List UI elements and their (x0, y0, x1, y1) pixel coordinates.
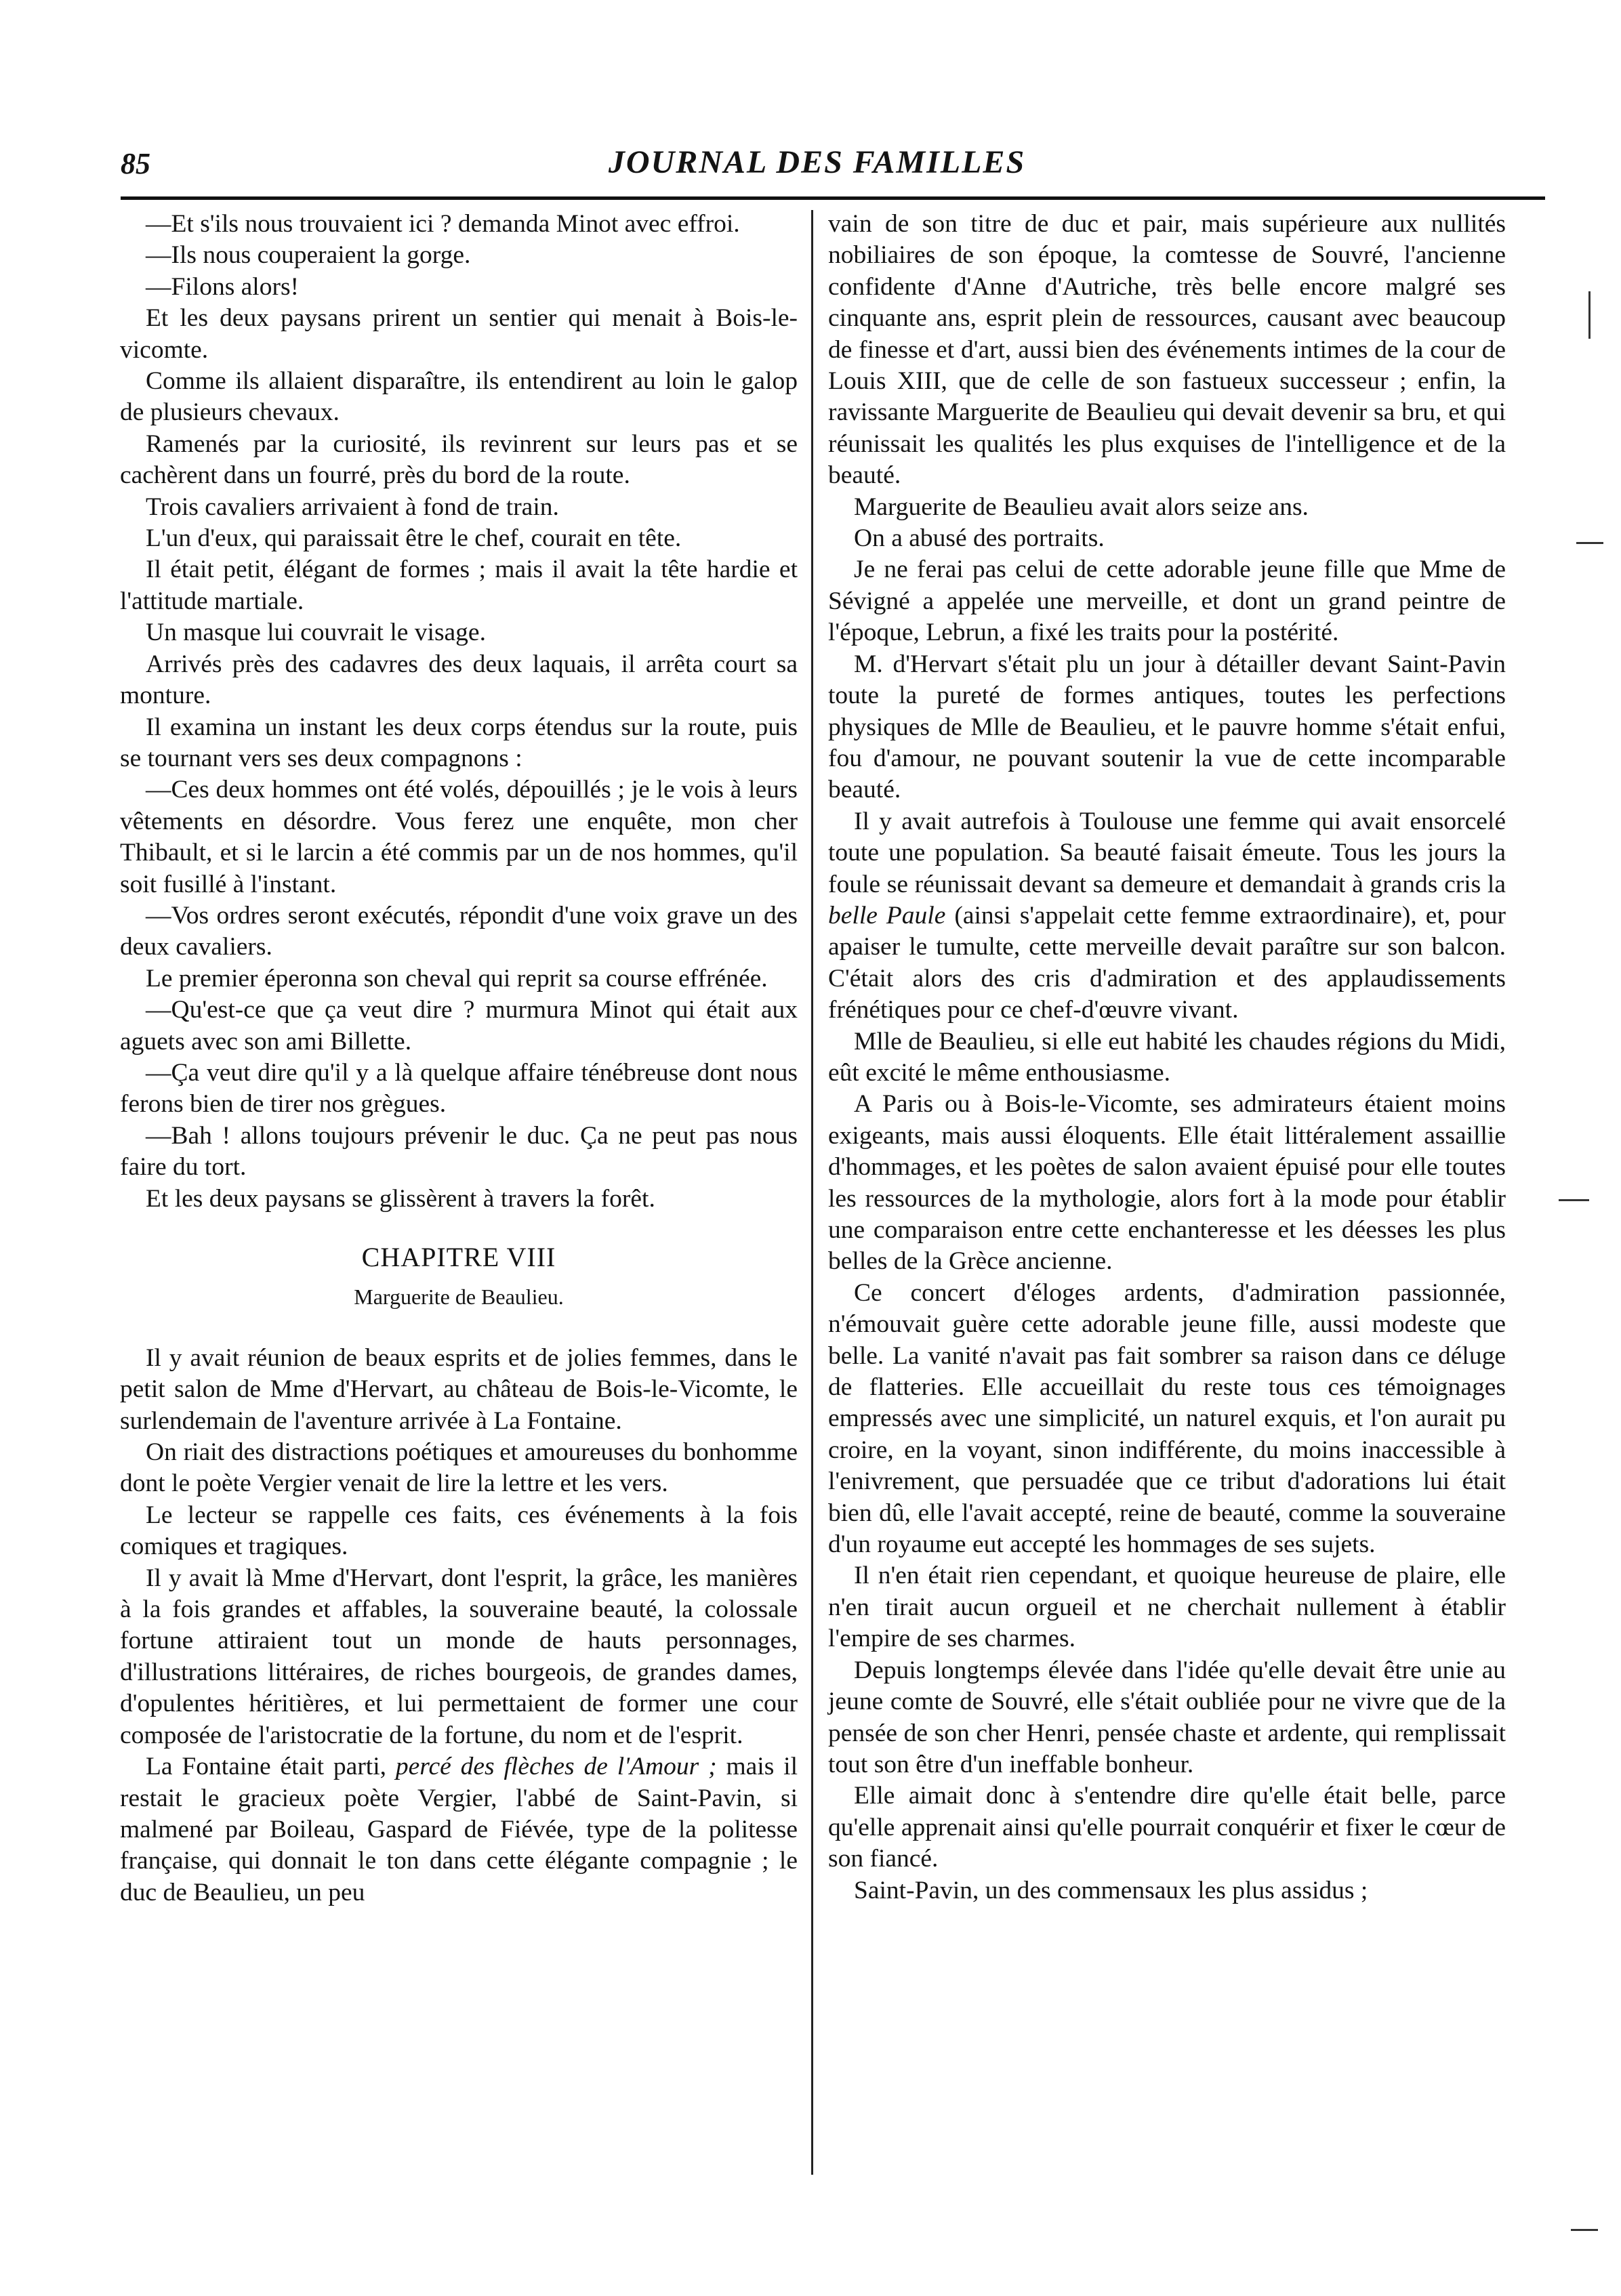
left-column (120, 209, 798, 1908)
paragraph: M. d'Hervart s'était plu un jour à détailler devant Saint-Pavin toute la pureté de formes antiques, toutes les perfections physiques de Mlle de Beaulieu, et le pauvre homme s'était enfui, fou d'amour, ne pouvant soutenir la vue de cette incomparable beauté. (828, 650, 1506, 804)
paragraph (828, 806, 1506, 1026)
paragraph: Arrivés près des cadavres des deux laquais, il arrêta court sa monture. (120, 650, 798, 710)
paragraph: —Ils nous couperaient la gorge. (146, 241, 471, 270)
chapter-subtitle: Marguerite de Beaulieu. (354, 1285, 564, 1310)
page-header (121, 141, 1513, 188)
paragraph: Ramenés par la curiosité, ils revinrent sur leurs pas et se cachèrent dans un fourré, près du bord de la route. (120, 430, 798, 490)
paragraph: —Ces deux hommes ont été volés, dépouillés ; je le vois à leurs vêtements en désordre. Vous ferez une enquête, mon cher Thibault, et si le larcin a été commis par un de nos hommes, qu'il soit fusillé à l'instant. (120, 776, 798, 898)
journal-title: JOURNAL DES FAMILLES (608, 144, 1026, 180)
print-speck (1588, 291, 1591, 339)
left-paragraphs-before (120, 209, 798, 1215)
paragraph: A Paris ou à Bois-le-Vicomte, ses admirateurs étaient moins exigeants, mais aussi éloquents. Elle était littéralement assaillie d'hommages, et les poètes de salon avaient épuisé pour elle toutes les ressources de la mythologie, alors fort à la mode pour établir une comparaison entre cette enchanteresse et les déesses les plus belles de la Grèce ancienne. (828, 1090, 1506, 1276)
paragraph: —Qu'est-ce que ça veut dire ? murmura Minot qui était aux aguets avec son ami Billette. (120, 996, 798, 1056)
text-run: Il y avait autrefois à Toulouse une femme qui avait ensorcelé toute une population. Sa beauté faisait émeute. Tous les jours la foule se réunissait devant sa demeure et demandait à grands cris la (828, 807, 1506, 898)
paragraph: On a abusé des portraits. (854, 524, 1105, 553)
italic-text: percé des flèches de l'Amour ; (395, 1753, 717, 1781)
paragraph: Comme ils allaient disparaître, ils entendirent au loin le galop de plusieurs chevaux. (120, 367, 798, 427)
right-paragraphs-b (828, 1026, 1506, 1906)
paragraph: —Et s'ils nous trouvaient ici ? demanda Minot avec effroi. (146, 210, 740, 238)
paragraph: Et les deux paysans prirent un sentier qui menait à Bois-le-vicomte. (120, 304, 798, 364)
header-rule (121, 196, 1545, 200)
text-run: mais il restait le gracieux poète Vergier, l'abbé de Saint-Pavin, si malmené par Boileau, Gaspard de Fiévée, type de la politesse française, qui donnait le ton dans cette élégante compagnie ; le duc de Beaulieu, un peu (120, 1753, 798, 1906)
paragraph: Depuis longtemps élevée dans l'idée qu'elle devait être unie au jeune comte de Souvré, elle s'était oubliée pour ne vivre que de la pensée de son cher Henri, pensée chaste et ardente, qui remplissait tout son être d'un ineffable bonheur. (828, 1656, 1506, 1778)
paragraph: Marguerite de Beaulieu avait alors seize ans. (854, 493, 1309, 521)
print-speck (1576, 542, 1603, 544)
italic-text: belle Paule (828, 901, 946, 930)
paragraph: Ce concert d'éloges ardents, d'admiration passionnée, n'émouvait guère cette adorable jeune fille, aussi modeste que belle. La vanité n'avait pas fait sombrer sa raison dans ce déluge de flatteries. Elle accueillait du reste tous ces témoignages empressés avec une simplicité, un naturel exquis, et l'on aurait pu croire, en la voyant, sinon indifférente, du moins inaccessible à l'enivrement, que persuadée que ce tribut d'adorations lui était bien dû, elle l'avait accepté, reine de beauté, comme la souveraine d'un royaume eut accepté les hommages de ses sujets. (828, 1278, 1506, 1559)
right-column (828, 209, 1506, 1906)
paragraph: Trois cavaliers arrivaient à fond de train. (146, 493, 559, 521)
paragraph: Mlle de Beaulieu, si elle eut habité les chaudes régions du Midi, eût excité le même enthousiasme. (828, 1027, 1506, 1087)
print-speck (1559, 1199, 1589, 1201)
paragraph: —Vos ordres seront exécutés, répondit d'une voix grave un des deux cavaliers. (120, 901, 798, 961)
paragraph: Le lecteur se rappelle ces faits, ces événements à la fois comiques et tragiques. (120, 1501, 798, 1561)
paragraph: —Filons alors! (146, 272, 300, 301)
paragraph: Et les deux paysans se glissèrent à travers la forêt. (146, 1184, 655, 1213)
paragraph: Saint-Pavin, un des commensaux les plus assidus ; (854, 1876, 1368, 1904)
paragraph: Je ne ferai pas celui de cette adorable jeune fille que Mme de Sévigné a appelée une merveille, et dont un grand peintre de l'époque, Lebrun, a fixé les traits pour la postérité. (828, 556, 1506, 647)
paragraph: Il y avait là Mme d'Hervart, dont l'esprit, la grâce, les manières à la fois grandes et affables, la souveraine beauté, la colossale fortune attiraient tout un monde de hauts personnages, d'illustrations littéraires, de riches bourgeois, de grandes dames, d'opulentes héritières, et lui permettaient de former une cour composée de l'aristocratie de la fortune, du nom et de l'esprit. (120, 1564, 798, 1749)
chapter-title: CHAPITRE VIII (361, 1242, 556, 1272)
paragraph: Le premier éperonna son cheval qui reprit sa course effrénée. (146, 964, 768, 993)
paragraph: Il examina un instant les deux corps étendus sur la route, puis se tournant vers ses deux compagnons : (120, 713, 798, 772)
paragraph: vain de son titre de duc et pair, mais supérieure aux nullités nobiliaires de son époque, la comtesse de Souvré, l'ancienne confidente d'Anne d'Autriche, très belle encore malgré ses cinquante ans, esprit plein de ressources, causant avec beaucoup de finesse et d'art, aussi bien des événements intimes de la cour de Louis XIII, que de celle de son fastueux successeur ; enfin, la ravissante Marguerite de Beaulieu qui devait devenir sa bru, et qui réunissait les qualités les plus exquises de l'intelligence et de la beauté. (828, 210, 1506, 490)
paragraph: Il n'en était rien cependant, et quoique heureuse de plaire, elle n'en tirait aucun orgueil et ne cherchait nullement à établir l'empire de ses charmes. (828, 1562, 1506, 1653)
paragraph: Il était petit, élégant de formes ; mais il avait la tête hardie et l'attitude martiale. (120, 556, 798, 615)
paragraph: Il y avait réunion de beaux esprits et de jolies femmes, dans le petit salon de Mme d'Hervart, au château de Bois-le-Vicomte, le surlendemain de l'aventure arrivée à La Fontaine. (120, 1343, 798, 1435)
text-run: (ainsi s'appelait cette femme extraordinaire), et, pour apaiser le tumulte, cette merveille devait paraître sur son balcon. C'était alors des cris d'admiration et des applaudissements frénétiques pour ce chef-d'œuvre vivant. (828, 901, 1506, 1024)
paragraph: —Bah ! allons toujours prévenir le duc. Ça ne peut pas nous faire du tort. (120, 1121, 798, 1182)
page-number: 85 (121, 147, 150, 180)
paragraph: —Ça veut dire qu'il y a là quelque affaire ténébreuse dont nous ferons bien de tirer nos grègues. (120, 1058, 798, 1119)
right-paragraphs-a (828, 209, 1506, 806)
paragraph: Elle aimait donc à s'entendre dire qu'elle était belle, parce qu'elle apprenait ainsi qu'elle pourrait conquérir et fixer le cœur de son fiancé. (828, 1782, 1506, 1873)
print-speck (1571, 2229, 1598, 2231)
column-divider (811, 210, 813, 2175)
paragraph: Un masque lui couvrait le visage. (146, 619, 486, 647)
text-run: La Fontaine était parti, (146, 1753, 396, 1781)
left-paragraphs-after (120, 1343, 798, 1751)
paragraph (120, 1751, 798, 1908)
paragraph: On riait des distractions poétiques et amoureuses du bonhomme dont le poète Vergier venait de lire la lettre et les vers. (120, 1438, 798, 1498)
paragraph: L'un d'eux, qui paraissait être le chef, courait en tête. (146, 524, 682, 553)
